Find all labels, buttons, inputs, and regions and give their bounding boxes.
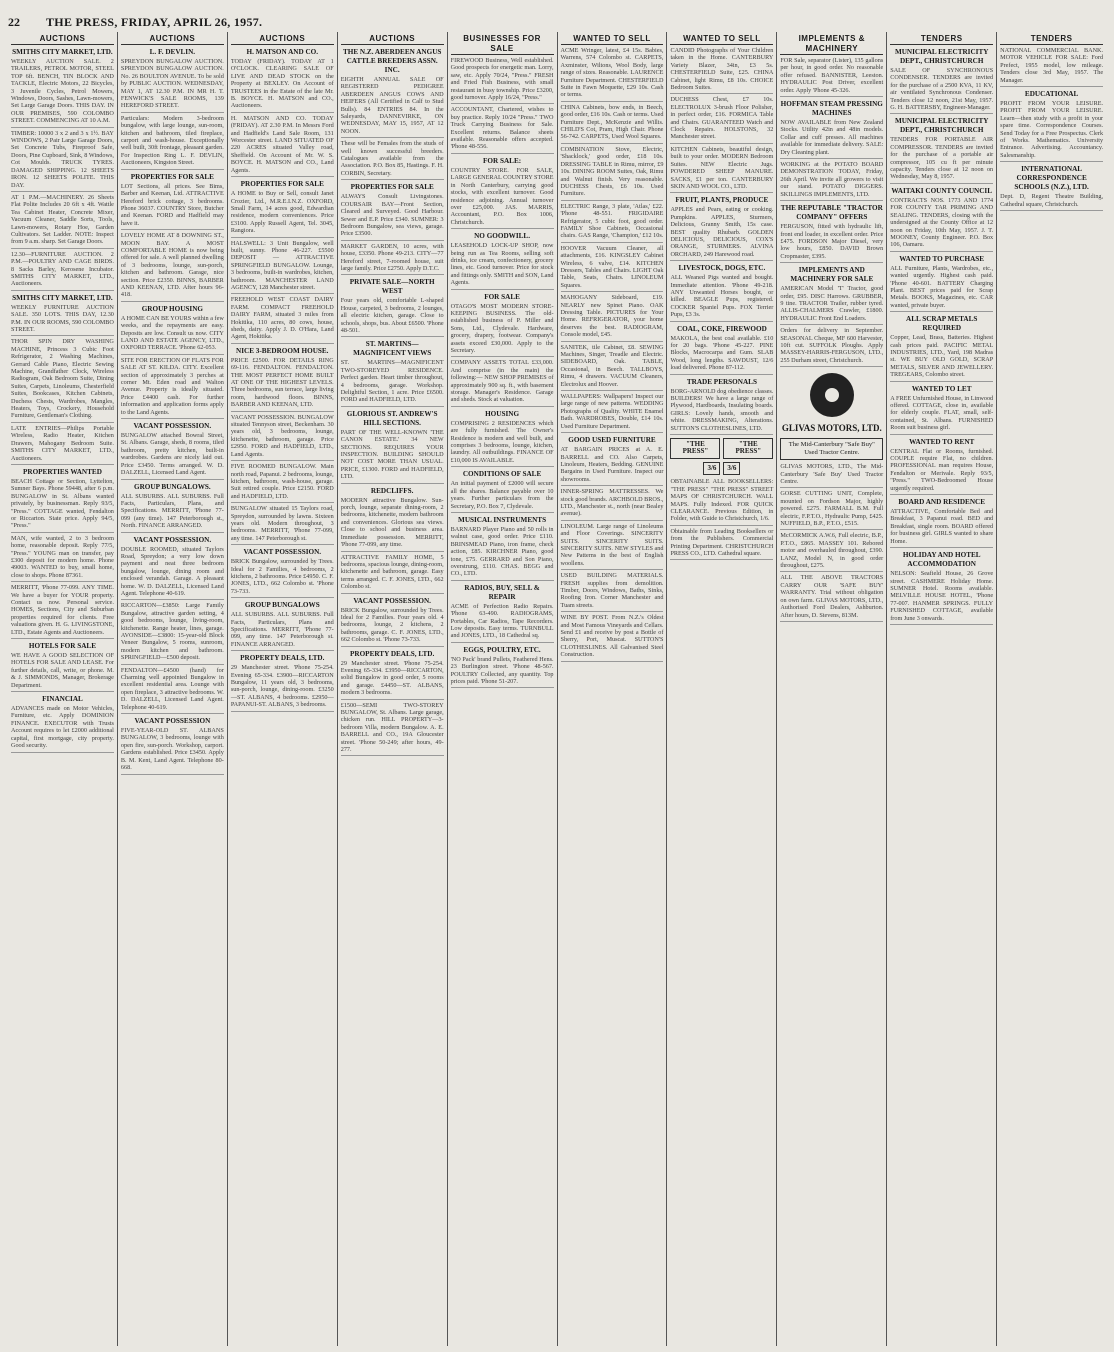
classified-ad — [561, 47, 664, 102]
ad-body: LOVELY HOME AT 8 DOWNING ST., MOON BAY. A MOST COMFORTABLE HOME is now being offered for sale. A well planned dwelling of 3 bedrooms, lounge, sun-porch, kitchen and bathroom. Garage, nice section. Price £2350. BINNS, BARBER AND KEENAN, LTD. After hours 96-418. — [120, 232, 224, 299]
classified-ad — [11, 642, 114, 692]
classified-ad — [780, 204, 883, 263]
ad-heading: LIVESTOCK, DOGS, ETC. — [678, 264, 766, 273]
safe-buy-box: The Mid-Canterbury "Safe Buy" Used Tractor Centre. — [780, 438, 883, 460]
classified-ad — [890, 255, 993, 312]
classified-ad — [121, 483, 224, 533]
ad-body: AT 1 P.M.—MACHINERY. 26 Sheets Flat Polite Includes 20 6ft x 4ft. Wattle Tea Cabinet Heater, Concrete Mixer, Vacuum Cleaner, Saddle Sorts, Tools, Lawn-mowers, Rotary Hoe, Garden Cultivators. Set Ladder. NOTE: Inspect from 9 a.m. sharp. Set Garage Doors. — [11, 193, 114, 246]
classified-ad — [451, 646, 554, 689]
ad-heading: GOOD USED FURNITURE — [568, 436, 656, 445]
ad-body: H. MATSON AND CO. TODAY (FRIDAY). AT 2.30 P.M. In Messrs Ford and Hadfield's Land Sale Room, 131 Worcester street. LAND SITUATED OF 220 ACRES situated Valley road, Sheffield. On Account of Mr. W. S. BOYCE. H. MATSON and CO., Land Agents. — [230, 114, 334, 174]
ad-heading: PRIVATE SALE—NORTH WEST — [349, 278, 435, 296]
ad-body: Dept. D, Regent Theatre Building, Cathedral square, Christchurch. — [1000, 193, 1104, 208]
classified-ad — [890, 315, 993, 381]
classified-ad — [341, 183, 444, 240]
ad-body: ST. MARTINS—MAGNIFICENT TWO-STOREYED RESIDENCE. Perfect garden. Heart timber throughout, 4 bedrooms, garage. Workshop. Delightful Section, 1 acre. Price £6500. FORD and HADFIELD, LTD. — [340, 359, 444, 404]
map-price: 3/6 — [723, 462, 740, 475]
column-heading: AUCTIONS — [121, 34, 224, 45]
ad-heading: VACANT POSSESSION. — [353, 596, 431, 605]
classified-ad — [451, 584, 554, 643]
ad-heading: SMITHS CITY MARKET, LTD. — [12, 293, 113, 302]
ad-body: MAKOLA, the best coal available. £10 for 20 bags. 'Phone 45-227. PINE Blocks, Macrocarpa and Gum. SLAB Wood, long lengths. SAWDUST, 12/6 load delivered. Phone 87-112. — [670, 334, 774, 372]
ad-body: £1500—SEMI TWO-STOREY BUNGALOW, St. Albans. Large garage, chicken run. HILL PROPERTY—3-bedroom Villa, modern Bungalow. A. E. BARRELL and CO., 19A Gloucester street. 'Phone 50-249; after hours, 49-277. — [340, 701, 444, 754]
classified-ad — [451, 410, 554, 467]
ad-body: 29 Manchester street. 'Phone 75-254. Evening 65-334. £3950—RICCARTON, solid Bungalow in good order, 5 rooms and garage. £4450—ST. ALBANS, modern 3 bedrooms. — [340, 659, 444, 697]
classified-ad — [890, 117, 993, 183]
classified-ad — [11, 338, 114, 422]
classified-ad — [780, 161, 883, 201]
ad-body: WE HAVE A GOOD SELECTION OF HOTELS FOR SALE AND LEASE. For further details, call, write, or phone. M. & J. SIMMONDS, Manager, Brokerage Department. — [11, 652, 114, 689]
classified-ad — [561, 523, 664, 570]
classified-ad — [11, 695, 114, 752]
ad-body: WALLPAPERS: Wallpapers! Inspect our large range of new patterns. WEDDING Photographs of Quality. WHITE Enamel Bath. WARDROBES, Double, £14 10s. Used Furniture Department. — [560, 393, 664, 430]
classified-ad — [780, 100, 883, 159]
masthead — [8, 4, 1106, 30]
ad-body: 29 Manchester street. 'Phone 75-254. Evening 65-334. £3900—RICCARTON Bungalow, 11 years old, 3 bedrooms, sun-porch, lounge, dining-room. £3250—ST. ALBANS, 4 bedrooms. £2950—PAPANUI-ST. ALBANS, 3 bedrooms. — [230, 664, 334, 709]
classified-ad — [670, 478, 773, 525]
ad-body: FOR Sale, separator (Lister), 135 gallons per hour, in good order. No reasonable offer refused. BANNISTER, Leeston. HYDRAULIC Post Driver, excellent order. Apply 'Phone 45-326. — [780, 57, 884, 94]
ad-body: FIREWOOD Business, Well established. Good prospects for energetic man. Lorry, saw, etc. Apply 70/24, "Press." FRESH and Fried Fish Business, with small restaurant in busy township. Price £3200, good turnover. Apply 16/24, "Press." — [450, 57, 554, 102]
column-1 — [8, 32, 117, 1346]
ad-body: WEEKLY AUCTION SALE. 2 TRAILERS, PETROL MOTOR, STEEL TOP 6ft. BENCH, TIN BLOCK AND TACKLE, Electric Motors, 22 Bicycles, 3 Juvenile Cycles, Petrol Mowers, Windows, Doors, Sashes, Lawn-mowers, Set Large Garage Doors. THIS DAY. IN OUR PREMISES, 590 COLOMBO STREET. COMMENCING AT 10 A.M. — [11, 58, 114, 125]
map-prices — [670, 462, 773, 475]
classified-ad — [561, 488, 664, 521]
ad-body: HOOVER Vacuum Cleaner, all attachments, £16. KINGSLEY Cabinet Wireless, 6 valve, £14. KITCHEN Dressers, Tables and Chairs. LIGHT Oak Table, Seats, Chairs. LINOLEUM Squares. — [560, 244, 664, 289]
ad-body: COUNTRY STORE. FOR SALE, LARGE GENERAL COUNTRY STORE in North Canterbury, carrying good stocks, with excellent turnover. Good residence adjoining. Annual turnover over £25,000. JAS. MARRIS, Accountant, P.O. Box 1006, Christchurch. — [450, 166, 554, 226]
ad-body: PART OF THE WELL-KNOWN 'THE CANON ESTATE.' 34 NEW SECTIONS. REQUIRES YOUR INSPECTION. BUILDING SHOULD NOT COST MORE THAN USUAL. PRICE, £1300. FORD and HADFIELD, LTD. — [340, 428, 444, 481]
classified-ad — [341, 650, 444, 700]
ad-body: LEASEHOLD LOCK-UP SHOP, now being run as Tea Rooms, selling soft drinks, ice cream, confectionery, grocery lines, etc. Good turnover. Price for stock and fittings only. SMITH and SON, Land Agents. — [450, 242, 554, 287]
ad-body: BORG-ARNOLD dog obedience classes. BUILDERS! We have a large range of Plywood, Hardboards, Insulating boards. GIRLS: Lovely hands, smooth and white. DRESSMAKING, Alterations. SUTTON'S CLOTHESLINES, LTD. — [670, 387, 774, 432]
ad-body: FENDALTON—£4500 (hand) for Charming well appointed Bungalow in excellent residential area. Lounge with open fireplace, 3 attractive bedrooms. W. D. DALZELL, Licensed Land Agent. Telephone 40-619. — [120, 666, 224, 711]
ad-body: McCORMICK A.W.6, Full electric, B.P., P.T.O., £865. MASSEY 101. Rebored motor and overhauled throughout, £390. LANZ, Model N, in good order throughout, £275. — [780, 532, 884, 570]
column-heading: TENDERS — [890, 34, 993, 45]
classified-ad — [780, 463, 883, 488]
classified-ad — [341, 278, 444, 337]
classified-ad — [451, 359, 554, 406]
ad-body: ALL SUBURBS. ALL SUBURBS. Full Facts, Particulars, Plans and Specifications. MERRITT, 'Phone 77-099, any time. 147 Peterborough st. FINANCE ARRANGED. — [230, 611, 334, 648]
classified-ad — [561, 203, 664, 243]
classified-ad — [561, 436, 664, 486]
classified-ad — [670, 96, 773, 143]
page-title: THE PRESS, FRIDAY, APRIL 26, 1957. — [46, 15, 263, 29]
ad-heading: THE REPUTABLE "TRACTOR COMPANY" OFFERS — [780, 204, 883, 222]
classified-ad — [561, 572, 664, 612]
classified-ad — [341, 140, 444, 180]
ad-heading: L. F. DEVLIN. — [149, 48, 196, 56]
ad-body: COMBINATION Stove, Electric, 'Shacklock,' good order, £18 10s. DRESSING TABLE in Rimu, mirror, £9 10s. DINING ROOM Suites, Oak, Rimu and Walnut finish. Very reasonable. DUCHESS Chests, £6 10s. Used Furniture. — [560, 145, 664, 198]
ad-body: SPREYDON BUNGALOW AUCTION. SPREYDON BUNGALOW AUCTION. No. 26 BOULTON AVENUE. To be sold by PUBLIC AUCTION. WEDNESDAY, MAY 1, AT 12.30 P.M. IN MR H. T. FENWICK'S SALE ROOMS, 139 HEREFORD STREET. — [120, 58, 224, 110]
classified-ad — [780, 574, 883, 621]
glivas-caption: GLIVAS MOTORS, LTD. — [781, 423, 882, 434]
ad-body: RICCARTON—£3850: Large Family Bungalow, attractive garden setting, 4 good bedrooms, lounge, living-room, kitchenette. Range heater, lines, garage. AVONSIDE—£3800: 15-year-old Block Veneer Bungalow, 5 rooms, sunroom, modern kitchen and bathroom. SPRINGFIELD—£500 deposit. — [120, 602, 224, 662]
classified-ad — [231, 240, 334, 295]
ad-body: COMPANY ASSETS TOTAL £33,000. And comprise (in the main) the following:— NEW SHOP PREMISES of approximately 900 sq. ft., with basement storage. Manager's Residence. Garage and sheds. Stock at valuation. — [450, 359, 554, 404]
column-5 — [447, 32, 557, 1346]
column-6 — [557, 32, 667, 1346]
ad-body: THOR SPIN DRY WASHING MACHINE, Princess 3 Cubic Foot Refrigerator, 2 Washing Machines, Gerrard Cable Piano, Electric Sewing Machine, Grandfather Clock, Wireless Radiogram, Oak Bedroom Suite, Dining Suites, Carpets, Linoleums, Chesterfield Suites, Bookcases, Kitchen Cabinets, Duchess Chests, Wardrobes, Mangles, Heaters, Toys, Crockery, Household Furniture, Gentleman's Clothing. — [11, 338, 114, 420]
ad-heading: EDUCATIONAL — [1024, 90, 1079, 99]
ad-body: WEEKLY FURNITURE AUCTION SALE. 350 LOTS. THIS DAY, 12.30 P.M. IN OUR ROOMS, 590 COLOMBO STREET. — [11, 303, 114, 333]
ad-heading: NICE 3-BEDROOM HOUSE. — [236, 346, 329, 355]
classified-ad — [561, 393, 664, 433]
ad-heading: REDCLIFFS. — [370, 486, 414, 495]
ad-heading: ALL SCRAP METALS REQUIRED — [906, 315, 978, 333]
ad-body: These will be Females from the studs of well known successful breeders. Catalogues available from the Association. P.O. Box 85, Hastings. F. H. CORBIN, Secretary. — [340, 140, 444, 177]
column-3 — [227, 32, 337, 1346]
classified-ad — [1000, 47, 1103, 87]
ad-body: BEACH Cottage or Section, Lyttelton, Sumner Bays. Phone 59448, after 6 p.m. BUNGALOW in St. Albans wanted privately, by businessman. Reply 93/5, "Press." COTTAGE wanted, Fendalton or Riccarton. State price. Apply 94/5, "Press." — [11, 477, 114, 530]
ad-heading: GROUP BUNGALOWS. — [134, 482, 211, 491]
ad-body: TODAY (FRIDAY). TODAY AT 1 O'CLOCK. CLEARING SALE OF LIVE AND DEAD STOCK on the Property at BEXLEY. On Account of TRUSTEES in the Estate of the late Mr. B. BOYCE. H. MATSON and CO., Auctioneers. — [230, 58, 334, 110]
classified-ad — [451, 232, 554, 289]
classified-ad — [561, 245, 664, 292]
ad-body: TIMBER: 10000 3 x 2 and 3 x 1½. BAY WINDOWS, 2 Pair Large Garage Doors, Set Concrete Tubs, Fireproof Safe, Doors, Pine Cupboard, Sink, 8 Windows, Cot Moulds. TRUCK TYRES. DAMAGED SHIPPING. 12 SHEETS IRON. 12 SHEETS POLITE. THIS DAY. — [11, 129, 114, 189]
classified-ad — [121, 357, 224, 419]
ad-body: ALL THE ABOVE TRACTORS CARRY OUR 'SAFE BUY' WARRANTY. Trial without obligation on own farm. GLIVAS MOTORS, LTD., Authorised Ford Dealers, Ashburton. After hours, D. Stevens, 813M. — [780, 574, 884, 619]
gear-icon — [810, 373, 854, 417]
ad-heading: INTERNATIONAL CORRESPONDENCE SCHOOLS (N.Z.), LTD. — [1014, 165, 1089, 192]
ad-heading: MUNICIPAL ELECTRICITY DEPT., CHRISTCHURCH — [894, 117, 989, 135]
ad-body: CONTRACTS NOS. 1773 AND 1774 FOR COUNTY TAR PRIMING AND SEALING. TENDERS, closing with the undersigned at the County Office at 12 noon on Friday, 10th May, 1957. J. T. MOONEY, County Engineer. P.O. Box 106, Oamaru. — [890, 196, 994, 249]
classified-ad — [231, 601, 334, 651]
column-grid — [8, 32, 1106, 1346]
column-10 — [996, 32, 1106, 1346]
classified-ad — [121, 422, 224, 479]
ad-body: Copper, Lead, Brass, Batteries. Highest cash prices paid. PACIFIC METAL INDUSTRIES, LTD., Yard, 198 Madras st. WE BUY OLD GOLD, SCRAP METALS, SILVER AND JEWELLERY. TREGEARS, Colombo street. — [890, 334, 994, 379]
classified-ad — [561, 344, 664, 391]
classified-ad — [231, 654, 334, 711]
ad-body: USED BUILDING MATERIALS. FRESH supplies from demolition. Timber, Doors, Windows, Baths, Sinks, Roofing Iron. Corner Manchester and Tuam streets. — [560, 572, 664, 609]
ad-body: KITCHEN Cabinets, beautiful design, built to your order. MODERN Bedroom Suites. NEW Electric Jugs. POWDERED SHEEP MANURE. SACKS, £1 per ton. CANTERBURY SKIN AND WOOL CO., LTD. — [670, 145, 774, 190]
ad-body: WORKING at the POTATO BOARD DEMONSTRATION TODAY, Friday, 26th April. We invite all growers to visit our stand. POTATO DIGGERS. SKILLINGS IMPLEMENTS, LTD. — [780, 161, 884, 198]
ad-body: A HOME CAN BE YOURS within a few weeks, and the repayments are easy. Deposits are low. Consult us now. CITY LAND AND ESTATE AGENCY, LTD., OXFORD TERRACE. 'Phone 62-053. — [120, 314, 224, 352]
ad-heading: VACANT POSSESSION — [134, 717, 211, 726]
ad-heading: MUSICAL INSTRUMENTS — [458, 515, 547, 524]
classified-ad — [561, 104, 664, 144]
ad-heading: HOLIDAY AND HOTEL ACCOMMODATION — [902, 551, 981, 569]
classified-ad — [451, 516, 554, 581]
classified-ad — [121, 667, 224, 714]
column-heading: TENDERS — [1000, 34, 1103, 45]
classified-ad — [451, 57, 554, 104]
map-price: 3/6 — [703, 462, 720, 475]
classified-ad — [11, 468, 114, 533]
classified-ad — [11, 251, 114, 291]
classified-ad — [121, 115, 224, 170]
classified-ad — [121, 48, 224, 113]
ad-heading: ST. MARTINS—MAGNIFICENT VIEWS — [353, 340, 432, 358]
ad-body: BRICK Bungalow, surrounded by Trees. Ideal for 2 Families. Four years old. 4 bedrooms, lounge, 2 kitchens, 2 bathrooms, garage. C. F. JONES, LTD., 662 Colombo st. 'Phone 73-733. — [340, 606, 444, 644]
classified-ad — [890, 187, 993, 252]
classified-ad — [341, 340, 444, 406]
ad-body: FREEHOLD WEST COAST DAIRY FARM. COMPACT FREEHOLD DAIRY FARM, situated 3 miles from Hokitika, 110 acres, 80 cows, house, sheds, dairy. Apply J. D. O'Hara, Land Agent, Hokitika. — [230, 296, 334, 341]
ad-body: 12.30—FURNITURE AUCTION. 2 P.M.—POULTRY AND CAGE BIRDS. 8 Sacks Barley, Kerosene Incubator. SMITHS CITY MARKET, LTD., Auctioneers. — [11, 250, 114, 288]
classified-ad — [341, 554, 444, 594]
ad-body: ACME Wringer, latest, £4 15s. Babies, Warrens, 574 Colombo st. CARPETS, Axminster, Wiltons, Wool Body, large range of sizes. Reasonable. LAURENCE Furniture Department. CHESTERFIELD Suite in Fawn Moquette, £29 10s. Cash or terms. — [560, 47, 664, 99]
classified-ad — [670, 264, 773, 321]
ad-body: SALE OF SYNCHRONOUS CONDENSER. TENDERS are invited for the purchase of a 2500 KVA, 11 KV, air ventilated Synchronous Condenser. Tenders close 12 noon, 21st May, 1957. G. H. BATTERSBY, Engineer-Manager. — [890, 67, 994, 112]
classified-ad — [561, 294, 664, 341]
classified-ad — [341, 487, 444, 552]
classified-ad — [451, 470, 554, 513]
ad-heading: PROPERTIES FOR SALE — [240, 180, 324, 189]
column-8 — [776, 32, 886, 1346]
classified-ad — [341, 702, 444, 757]
classified-ad — [11, 194, 114, 249]
ad-heading: WANTED TO LET — [911, 384, 972, 393]
ad-heading: WAITAKI COUNTY COUNCIL — [891, 186, 993, 195]
classified-ad — [890, 385, 993, 435]
glivas-logo — [780, 373, 883, 417]
ad-body: ATTRACTIVE FAMILY HOME, 5 bedrooms, spacious lounge, dining-room, kitchenette and bathroom, garage. Easy terms arranged. C. F. JONES, LTD., 662 Colombo st. — [340, 553, 444, 591]
ad-heading: NO GOODWILL. — [474, 232, 531, 241]
ad-body: BARNARD Player Piano and 50 rolls in walnut case, good order. Price £110. BRINSMEAD Piano, iron frame, check action, £85. KIRCHNER Piano, good tone, £75. GERRARD and Son Piano, overstrung, £110. CHAS. BEGG and CO., LTD. — [450, 525, 554, 578]
press-stamp — [670, 438, 773, 459]
ad-heading: WANTED TO RENT — [909, 437, 975, 446]
classified-ad — [890, 551, 993, 625]
classified-ad — [670, 146, 773, 193]
press-stamp-label: "THE PRESS" — [723, 438, 773, 459]
ad-heading: CONDITIONS OF SALE — [462, 470, 542, 479]
classified-ad — [121, 173, 224, 230]
ad-heading: PROPERTY DEALS, LTD. — [350, 649, 435, 658]
classified-ad — [670, 378, 773, 435]
ad-body: CHINA Cabinets, bow ends, in Beech, good order, £16 10s. Cash or terms. Used Furniture Dept., McKenzie and Willis. CHILD'S Cot, Pram, High Chair. Phone 56-742. CARPETS, Used Wool Squares. — [560, 103, 664, 141]
column-4 — [337, 32, 447, 1346]
classified-ad — [1000, 165, 1103, 211]
ad-heading: H. MATSON AND CO. — [246, 48, 319, 56]
ad-body: OBTAINABLE ALL BOOKSELLERS: "THE PRESS" "THE PRESS" STREET MAPS OF CHRISTCHURCH. WALL MAPS. Fully Indexed. FOR QUICK CLEARANCE. Previous Edition, in Folder, with Guide to Christchurch, 1/6. — [670, 478, 774, 523]
ad-heading: THE N.Z. ABERDEEN ANGUS CATTLE BREEDERS ASSN. INC. — [342, 48, 442, 74]
classified-ad — [231, 296, 334, 343]
ad-body: ALL Weaned Pigs wanted and bought. Immediate attention. 'Phone 49-218. ANY Unwanted Horses bought, or killed. BEAGLE Pups, registered. COCKER Spaniel Pups. FOX Terrier Pups, £3 3s. — [670, 274, 774, 319]
ad-body: A FREE Unfurnished House, in Linwood offered. COTTAGE, close in, available for elderly couple. FLAT, small, self-contained, St. Albans. FURNISHED Room suit business girl. — [890, 394, 994, 432]
ad-body: BUNGALOW attached Bowral Street, St. Albans. Garage, sheds, 8 rooms, tiled bathroom, pretty kitchen, built-in wardrobes. Gardens are nicely laid out. Price £3450. Terms arranged. W. D. DALZELL, Licensed Land Agent. — [120, 432, 224, 477]
classified-ad — [231, 548, 334, 598]
ad-body: MERRITT, 'Phone 77-099. ANY TIME. We have a buyer for YOUR property. Contact us now. Personal service. HOMES, Sections, City and Suburban properties required for clients. Free valuations given. H. G. LIVINGSTONE, LTD., Estate Agents and Auctioneers. — [11, 584, 114, 636]
ad-body: INNER-SPRING MATTRESSES. We stock good brands. ARCHBOLD BROS., LTD., Manchester st., north (near Bealey avenue). — [560, 488, 664, 518]
ad-body: An initial payment of £2000 will secure all the shares. Balance payable over 10 years. Further particulars from the Secretary, P.O. Box 7, Clydevale. — [450, 480, 554, 510]
ad-body: CENTRAL Flat or Rooms, furnished. COUPLE require Flat, no children. PROFESSIONAL man requires House, Fendalton or Merivale. Reply 93/5, "Press." TWO-Bedroomed House urgently required. — [890, 447, 994, 492]
column-heading: IMPLEMENTS & MACHINERY — [780, 34, 883, 55]
ad-heading: VACANT POSSESSION. — [243, 548, 322, 557]
classified-ad — [231, 414, 334, 461]
ad-heading: BOARD AND RESIDENCE — [898, 498, 986, 507]
classified-ad — [231, 48, 334, 113]
ad-heading: IMPLEMENTS AND MACHINERY FOR SALE — [790, 266, 874, 284]
classified-ad — [121, 602, 224, 664]
classified-ad — [670, 325, 773, 375]
ad-body: WINE BY POST. From N.Z.'s Oldest and Most Famous Vineyards and Cellars. Send £1 and receive by post a Bottle of Sherry, Port, Muscat. SUTTON'S CLOTHESLINES. All Galvanised Steel Construction. — [560, 614, 664, 659]
classified-ad — [231, 505, 334, 545]
classified-ad — [890, 498, 993, 548]
classified-ad — [670, 528, 773, 561]
classified-ad — [780, 490, 883, 530]
ad-body: APPLES and Pears, eating or cooking. Pumpkins. APPLES, Sturmers, Delicious, Granny Smith, 15s case. BEST quality Rhubarb. GOLDEN DELICIOUS, DELICIOUS, COX'S ORANGE, STURMERS. ALVINA ORCHARD, 249 Harewood road. — [670, 206, 774, 258]
ad-body: ALL SUBURBS. ALL SUBURBS. Full Facts, Particulars, Plans, and Specifications. MERRITT, 'Phone 77-099 (any time). 147 Peterborough st., North. FINANCE ARRANGED. — [120, 492, 224, 530]
ad-heading: HOTELS FOR SALE — [28, 642, 96, 651]
ad-body: Particulars: Modern 3-bedroom bungalow, with large lounge, sun-room, kitchen and bathroom, tiled fireplace, carport and wash-house. Exceptionally well built, 30ft frontage, pleasant garden. For Inspection Ring L. F. DEVLIN, Auctioneers, Kingston Street. — [120, 114, 224, 167]
classified-ad — [121, 232, 224, 302]
classified-ad — [11, 584, 114, 639]
ad-body: PRICE £2500. FOR DETAILS RING 69-116. FENDALTON. FENDALTON. THE MOST PERFECT HOME BUILT AT ONE OF THE HIGHEST LEVELS. Three bedrooms, sun terrace, large living room, hardwood floors. BINNS, BARBER AND KEENAN, LTD. — [230, 356, 334, 409]
classified-ad — [231, 180, 334, 237]
classified-ad — [890, 48, 993, 114]
ad-body: LATE ENTRIES—Philips Portable Wireless, Radio Heater, Kitchen Drawers, Mahogany Bedroom Suite. SMITHS CITY MARKET, LTD., Auctioneers. — [11, 424, 114, 462]
ad-body: FIVE ROOMED BUNGALOW. Main north road, Papanui. 2 bedrooms, lounge, kitchen, bathroom, wash-house, garage. Suit retired couple. Price £2150. FORD and HADFIELD, LTD. — [230, 463, 334, 500]
ad-body: NOW AVAILABLE from New Zealand Stocks. Utility 42in and 48in models. Collar and cuff presses. All machines available for immediate delivery. SALE: Dry Cleaning plant. — [780, 119, 884, 156]
ad-body: MARKET GARDEN, 10 acres, with house, £3350. Phone 49-213. CITY—77 Hereford street, 7-roomed house, suit large family. Price £2750. Apply D.T.C. — [340, 242, 444, 272]
classified-ad — [121, 536, 224, 601]
ad-body: 'NO Pack' brand Pullets, Feathered Hens. 23 Burlington street. 'Phone 48-567. POULTRY Collected, any quantity. Top prices paid. 'Phone 51-207. — [450, 655, 554, 685]
ad-body: LINOLEUM. Large range of Linoleums and Floor Coverings. SINCERITY SUITS. SINCERITY SUITS. SINCERITY SUITS. NEW STYLES and New Patterns in the best of English woollens. — [560, 522, 664, 567]
column-2 — [117, 32, 227, 1346]
classified-ad — [561, 146, 664, 201]
ad-body: PROFIT FROM YOUR LEISURE. PROFIT FROM YOUR LEISURE. Learn—then study with a profit in your spare time. Correspondence Courses. Send Today for a Free Prospectus. Clerk of Works. Mathematics. University Entrance. Advertising. Accountancy. Salesmanship. — [1000, 100, 1104, 159]
ad-heading: RADIOS, BUY, SELL & REPAIR — [464, 583, 540, 601]
column-7 — [666, 32, 776, 1346]
ad-body: BRICK Bungalow, surrounded by Trees. Ideal for 2 Families, 4 bedrooms, 2 kitchens, 2 bathrooms. Price £4950. C. F. JONES, LTD., 662 Colombo st. 'Phone 73-733. — [230, 558, 334, 595]
ad-heading: PROPERTIES FOR SALE — [130, 172, 214, 181]
ad-body: CANDID Photographs of Your Children taken in the Home. CANTERBURY Variety Blazer, 34in, £3 5s. CHESTERFIELD Suite, £25. CHINA Cabinet, light Rimu, £8 10s. CHOICE Bedroom Suites. — [670, 47, 774, 92]
ad-heading: VACANT POSSESSION. — [133, 422, 212, 431]
classified-ad — [1000, 90, 1103, 162]
ad-heading: WANTED TO PURCHASE — [899, 254, 985, 263]
classified-ad — [121, 717, 224, 774]
classified-ad — [11, 48, 114, 128]
classified-ad — [231, 463, 334, 503]
ad-heading: FOR SALE: — [483, 156, 522, 165]
ad-body: ACME of Perfection Radio Repairs. 'Phone 63-490. RADIOGRAMS, Portables, Car Radios, Tape Recorders. Low deposits. Easy terms. TURNBULL and JONES, LTD., 18 Cathedral sq. — [450, 602, 554, 640]
column-heading: AUCTIONS — [11, 34, 114, 45]
ad-body: ATTRACTIVE, Comfortable Bed and Breakfast, 3 Papanui road. BED and Breakfast, single room. BOARD offered for business girl. GIRLS wanted to share Home. — [890, 508, 994, 545]
ad-body: DOUBLE ROOMED, situated Taylors Road, Spreydon; a very low down payment and neat three bedroom bungalow, lounge, dining room and enclosed verandah. Garage. A pleasant home. W. D. DALZELL, Licensed Land Agent. Telephone 40-619. — [120, 545, 224, 597]
page-number: 22 — [8, 15, 20, 29]
ad-body: MAN, wife wanted, 2 to 3 bedroom home, reasonable deposit. Reply 77/5, "Press." YOUNG man on transfer, pay £300 deposit for modern home. Phone 49003. WANTED to buy, small home, close to shops. Phone 87361. — [11, 534, 114, 579]
classified-ad — [890, 438, 993, 495]
ad-body: COMPRISING 2 RESIDENCES which are fully furnished. The Owner's Residence is modern and well built, and comprises 3 bedrooms, lounge, kitchen, laundry. All outbuildings. FINANCE OF £10,000 IS AVAILABLE. — [450, 419, 554, 464]
ad-heading: COAL, COKE, FIREWOOD — [676, 324, 767, 333]
ad-heading: HOFFMAN STEAM PRESSING MACHINES — [780, 100, 883, 118]
classified-ad — [780, 266, 883, 325]
ad-body: FERGUSON, fitted with hydraulic lift, front end loader, in excellent order. Price £475. FORDSON Major Diesel, very low hours, £850. DAVID Brown Cropmaster, £395. — [780, 223, 884, 260]
ad-body: LOT Sections, all prices. See Bims, Barber and Keenan, Ltd. ATTRACTIVE Hereford brick cottage, 3 bedrooms. Phone 36037. COUNTRY Store, Butcher and Keenan. FORD and Hadfield may have it. — [120, 182, 224, 227]
column-heading: WANTED TO SELL — [670, 34, 773, 45]
ad-heading: HOUSING — [485, 409, 520, 418]
ad-heading: VACANT POSSESSION. — [133, 535, 212, 544]
ad-heading: FINANCIAL — [42, 695, 83, 704]
classified-ad — [341, 597, 444, 647]
classified-ad — [451, 293, 554, 358]
ad-heading: PROPERTY DEALS, LTD. — [240, 654, 325, 663]
classified-ad — [780, 532, 883, 572]
column-heading: WANTED TO SELL — [561, 34, 664, 45]
classified-ad — [670, 196, 773, 261]
classified-ad — [11, 130, 114, 192]
classified-ad — [780, 57, 883, 97]
ad-body: Obtainable from Leading Booksellers or from the Publishers. Commercial Printing Department. CHRISTCHURCH PRESS CO., LTD. Cathedral square. — [670, 527, 774, 557]
ad-heading: GROUP BUNGALOWS — [244, 601, 320, 610]
ad-body: TENDERS FOR PORTABLE AIR COMPRESSOR. TENDERS are invited for the purchase of a portable air compressor, 105 cu ft per minute capacity. Tenders close at 12 noon on Wednesday, May 8, 1957. — [890, 136, 994, 181]
ad-body: AMERICAN Model 'T' Tractor, good order, £95. DISC Harrows. GRUBBER, 9 tine. TRACTOR Trailer, rubber tyred. ALLIS-CHALMERS Crawler, £1800. HYDRAULIC Front End Loaders. — [780, 285, 884, 322]
ad-body: GORSE CUTTING UNIT, Complete, mounted on Fordson Major, highly powered. £275. FARMALL B.M. Full electric, F.P.T.O., Hydraulic Pump, £425. NUFFIELD, B.P., P.T.O., £515. — [780, 490, 884, 528]
classified-ad — [11, 425, 114, 465]
classified-ad — [231, 347, 334, 412]
classified-ad — [780, 327, 883, 367]
ad-body: ELECTRIC Range, 3 plate, 'Atlas,' £22. 'Phone 48-551. FRIGIDAIRE Refrigerator, 5 cubic foot, good order. FAMILY Shoe Cabinets, Occasional chairs. GAS Range, 'Champion,' £12 10s. — [560, 202, 664, 240]
classified-ad — [451, 157, 554, 229]
column-heading: AUCTIONS — [341, 34, 444, 45]
ad-body: HALSWELL: 3 Unit Bungalow, well built, sunny. Phone 46-227. £5500 DEPOSIT — ATTRACTIVE SPRINGFIELD BUNGALOW. Lounge, 3 bedrooms, built-in wardrobes, kitchen, bathroom. MANCHESTER LAND AGENCY, 128 Manchester street. — [230, 239, 334, 291]
column-9 — [886, 32, 996, 1346]
ad-body: GLIVAS MOTORS, LTD., The Mid-Canterbury 'Safe Buy' Used Tractor Centre. — [780, 463, 884, 485]
ad-body: DUCHESS Chest, £7 10s. ELECTROLUX 3-brush Floor Polisher, in perfect order, £16. FORMICA Table and Chairs. GUARANTEED Watch and Clock Repairs. HOLSTONS, 32 Manchester street. — [670, 96, 774, 141]
ad-body: MAHOGANY Sideboard, £19. NEARLY new Spinet Piano. OAK Dressing Table. PICTURES for Your Home. REFRIGERATOR, your home deserves the best. RADIOGRAM, Console model, £45. — [560, 294, 664, 339]
classified-ad — [121, 305, 224, 355]
ad-heading: GROUP HOUSING — [141, 304, 204, 313]
classified-ad — [231, 115, 334, 177]
ad-heading: MUNICIPAL ELECTRICITY DEPT., CHRISTCHURCH — [894, 48, 989, 65]
ad-body: Orders for delivery in September. SEASONAL Cheque, MF 600 Harvester, 10ft cut. SUFFOLK Ploughs. Apply MASSEY-HARRIS-FERGUSON, LTD., 255 Durham street, Christchurch. — [780, 327, 884, 364]
ad-body: FIVE-YEAR-OLD ST. ALBANS BUNGALOW, 3 bedrooms, lounge with open fire, sun-porch. Workshop, carport. Gardens established. Price £3450. Apply B. M. Kent, Land Agent. Telephone 80-668. — [120, 727, 224, 772]
ad-body: ACCOUNTANT, Chartered, wishes to buy practice. Reply 10/24 "Press." TWO Truck Carrying Business for Sale. Excellent returns. Balance sheets available. Reasonable offers accepted. 'Phone 48-556. — [450, 106, 554, 151]
ad-body: ALWAYS Consult Livingstones. COURSAIR BAY—Front Section, Cleared and Surveyed. Good Harbour. Sewer and E.P. Price £340. SUMNER: 3 Bedroom Bungalow, sea views, garage. Price £3500. — [340, 193, 444, 238]
classified-ad — [451, 106, 554, 153]
ad-body: NATIONAL COMMERCIAL BANK. MOTOR VEHICLE FOR SALE: Ford Prefect, 1955 model, low mileage. Tenders close 3rd May, 1957. The Manager. — [1000, 47, 1104, 84]
ad-heading: FRUIT, PLANTS, PRODUCE — [675, 196, 769, 205]
classified-ad — [561, 614, 664, 661]
ad-body: VACANT POSSESSION. BUNGALOW situated Tennyson street, Beckenham. 30 years old, 3 bedrooms, lounge, kitchenette, bathroom, garage. Price £2950. FORD and HADFIELD, LTD., Land Agents. — [230, 413, 334, 458]
ad-heading: TRADE PERSONALS — [686, 377, 757, 386]
ad-body: SANITEK, tile Cabinet, £8. SEWING Machines, Singer, Treadle and Electric. SIDEBOARD, Oak. TABLE, Occasional, in Beech. TALLBOYS, Rimu, 4 drawers. VACUUM Cleaners, Electrolux and Hoover. — [560, 343, 664, 388]
ad-body: A HOME to Buy or Sell, consult Janet Crozier, Ltd., M.R.E.I.N.Z. OXFORD, Small Farm, 14 acres good, Edwardian residence, modern conveniences. Price £3100. Apply Russell Agent, Tel. 3045, Rangiora. — [230, 190, 334, 235]
ad-heading: FOR SALE — [484, 292, 520, 301]
ad-heading: PROPERTIES FOR SALE — [350, 183, 434, 192]
ad-heading: GLORIOUS ST. ANDREW'S HILL SECTIONS. — [346, 409, 438, 427]
classified-ad — [670, 47, 773, 94]
ad-body: AT BARGAIN PRICES at A. E. BARRELL and CO. Also Carpets, Linoleum, Heaters, Bedding. GENUINE Bargains in Used Furniture. Inspect our showrooms. — [560, 446, 664, 483]
classified-ad — [341, 48, 444, 138]
ad-body: NELSON: Seafield House, 26 Grove street. CASHMERE Holiday Home. SUMNER Hotel. Rooms available. MELVILLE HOUSE HOTEL, 'Phone 77-007. HANMER SPRINGS. FULLY FURNISHED COTTAGE, available from June 3 onwards. — [890, 570, 994, 622]
classified-ad — [341, 243, 444, 276]
classified-ad — [341, 410, 444, 484]
ad-body: SITE FOR ERECTION OF FLATS FOR SALE AT ST. KILDA. CITY. Excellent section of approximately 3 perches at corner Mt. Eden road and Walton Avenue. Property is ideally situated. Price £4400 cash. For further information and application forms apply to the Land Agents. — [120, 356, 224, 416]
ad-body: EIGHTH ANNUAL SALE OF REGISTERED PEDIGREE ABERDEEN ANGUS COWS AND HEIFERS (All Certified in Calf to Stud Bulls). 84 ENTRIES 84. In the Saleyards, DANNEVIRKE, ON WEDNESDAY, MAY 15, 1957, AT 12 NOON. — [340, 76, 444, 135]
column-heading: AUCTIONS — [231, 34, 334, 45]
ad-body: Four years old, comfortable L-shaped House, carpeted, 3 bedrooms, 2 lounges, all electric kitchen, garage. Close to schools, shops, bus. About £6500. 'Phone 48-501. — [340, 297, 444, 334]
ad-heading: EGGS, POULTRY, ETC. — [463, 645, 541, 654]
ad-heading: PROPERTIES WANTED — [23, 467, 102, 476]
column-heading: BUSINESSES FOR SALE — [451, 34, 554, 55]
ad-body: MODERN attractive Bungalow. Sun-porch, lounge, separate dining-room, 2 bedrooms, kitchenette, modern bathroom and conveniences. Glorious sea views. Close to school and business area. Immediate possession. MERRITT, 'Phone 77-099, any time. — [340, 496, 444, 549]
ad-body: ALL Furniture, Plants, Wardrobes, etc., wanted urgently. Highest cash paid. 'Phone 40-601. BATTERY Charging Plant. BEST prices paid for Scrap Metals. BOOKS, Magazines, etc. CAR wanted, private buyer. — [890, 264, 994, 309]
ad-body: ADVANCES made on Motor Vehicles, Furniture, etc. Apply DOMINION FINANCE. EXECUTOR with Trusts Account requires to let £2000 additional capital, first mortgage, city property. Good security. — [11, 705, 114, 750]
ad-body: OTAGO'S MOST MODERN STORE-KEEPING BUSINESS. The old-established business of P. Miller and Sons, Ltd., Clydevale. Hardware, grocery, drapery, footwear. Company's assets exceed £30,000. Apply to the Secretary. — [450, 302, 554, 354]
classified-ad — [11, 535, 114, 582]
press-stamp-label: "THE PRESS" — [670, 438, 720, 459]
classified-ad — [11, 294, 114, 337]
ad-heading: SMITHS CITY MARKET, LTD. — [12, 48, 113, 56]
ad-body: BUNGALOW situated 15 Taylors road, Spreydon, surrounded by lawns. Sixteen years old. Modern throughout, 3 bedrooms. MERRITT, 'Phone 77-099, any time. 147 Peterborough st. — [230, 505, 334, 542]
